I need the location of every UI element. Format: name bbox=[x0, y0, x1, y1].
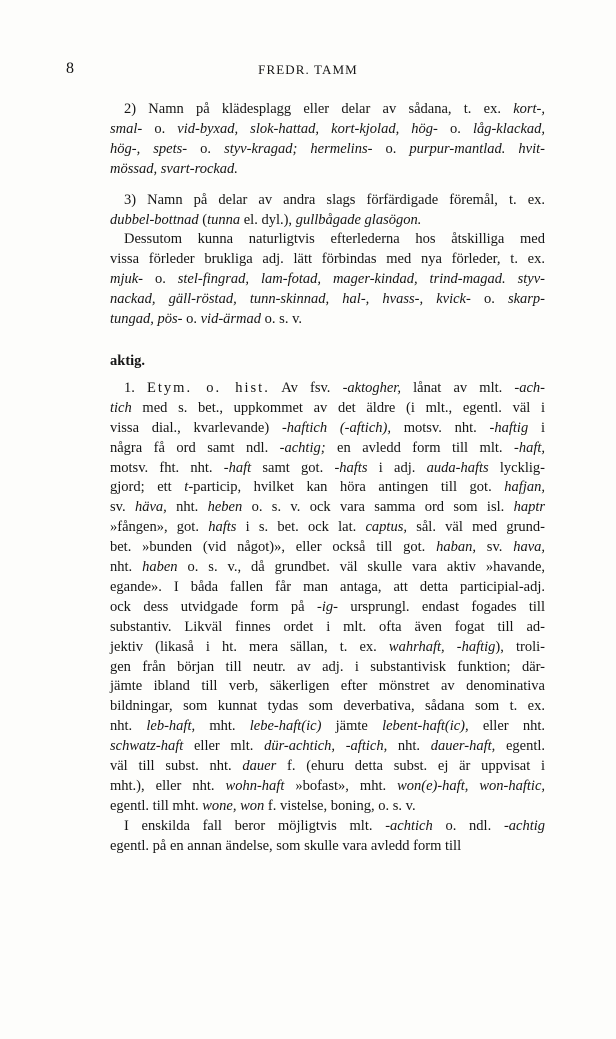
italic-term: styv-kragad; hermelins- bbox=[224, 140, 373, 157]
text-line bbox=[110, 837, 545, 857]
italic-term: dauer-haft, bbox=[430, 738, 496, 755]
text-run: jämte ibland till verb, säkerligen efter mönstret av denominativa bbox=[110, 678, 545, 695]
italic-term: purpur-mantlad. hvit- bbox=[409, 140, 546, 157]
text-run: nht. bbox=[166, 499, 208, 516]
italic-term: häva, bbox=[134, 499, 167, 516]
text-run: nht. bbox=[387, 738, 431, 755]
italic-term: mössad, svart-rockad. bbox=[110, 160, 238, 177]
text-line bbox=[110, 191, 545, 211]
italic-term: tungad, pös- bbox=[110, 311, 183, 328]
text-line bbox=[110, 757, 545, 777]
spaced-label: Etym. o. hist. bbox=[147, 379, 270, 396]
italic-term: -achtich bbox=[385, 817, 433, 834]
text-run: f. vistelse, boning, o. s. v. bbox=[264, 797, 416, 814]
text-run: gjord; ett bbox=[110, 479, 185, 496]
italic-term: wahrhaft, -haftig bbox=[388, 638, 496, 655]
text-line bbox=[110, 518, 545, 538]
italic-term: vid-byxad, slok-hattad, kort-kjolad, hög- bbox=[177, 120, 438, 137]
italic-term: vid-ärmad bbox=[200, 311, 262, 328]
text-line bbox=[110, 717, 545, 737]
text-run: ursprungl. endast fogades till bbox=[337, 598, 545, 615]
text-line bbox=[110, 399, 545, 419]
text-run: I enskilda fall beror möjligtvis mlt. bbox=[124, 817, 386, 834]
italic-term: tich bbox=[110, 399, 132, 416]
text-run: bet. »bunden (vid något)», eller också till got. bbox=[110, 539, 437, 556]
italic-term: mjuk- bbox=[110, 271, 144, 288]
italic-term: wone, won bbox=[202, 797, 265, 814]
italic-term: -ach- bbox=[514, 379, 545, 396]
text-run: mht. bbox=[195, 718, 250, 735]
italic-term: lebent-haft(ic), bbox=[382, 718, 469, 735]
text-run: mht.), eller nht. bbox=[110, 778, 226, 794]
text-line bbox=[110, 697, 545, 717]
text-run: i bbox=[528, 419, 546, 436]
italic-term: dauer bbox=[242, 758, 277, 775]
italic-term: -achtig bbox=[503, 817, 546, 834]
text-run: -particip, hvilket kan höra antingen till got. bbox=[188, 479, 505, 496]
text-run: o. s. v. bbox=[261, 311, 302, 328]
text-line bbox=[110, 658, 545, 678]
text-run: en avledd form till mlt. bbox=[325, 439, 514, 456]
italic-term: smal- bbox=[110, 120, 143, 137]
text-run: motsv. nht. bbox=[390, 419, 490, 436]
text-line bbox=[110, 100, 545, 120]
italic-term: hafts bbox=[208, 519, 237, 536]
text-run: o. ndl. bbox=[432, 817, 504, 834]
text-run: nht. bbox=[110, 559, 143, 576]
text-run: o. bbox=[143, 271, 178, 288]
text-run: sv. bbox=[110, 499, 135, 516]
text-line bbox=[110, 439, 545, 459]
italic-term: haben bbox=[142, 559, 178, 576]
page-header bbox=[66, 60, 550, 80]
text-run: några få ord samt ndl. bbox=[110, 439, 280, 456]
italic-term: -haftig bbox=[489, 419, 529, 436]
text-run: egentl. på en annan ändelse, som skulle vara avledd form till bbox=[110, 837, 462, 854]
italic-term: stel-fingrad, lam-fotad, mager-kindad, trind-magad. styv- bbox=[177, 271, 545, 288]
text-run: motsv. fht. nht. bbox=[110, 459, 224, 476]
text-run: ), troli- bbox=[495, 638, 545, 655]
text-run: i s. bet. ock lat. bbox=[236, 519, 366, 536]
italic-term: hava, bbox=[513, 539, 546, 556]
text-run: o. bbox=[437, 120, 473, 137]
text-line bbox=[110, 310, 545, 330]
text-line bbox=[110, 140, 545, 160]
text-run: ock dess utvidgade form på bbox=[110, 598, 317, 615]
text-run: o. bbox=[372, 140, 410, 157]
italic-term: -haft bbox=[223, 459, 252, 476]
text-run: Av fsv. bbox=[269, 379, 343, 396]
text-line bbox=[110, 120, 545, 140]
text-line bbox=[110, 290, 545, 310]
page-number: 8 bbox=[66, 60, 74, 77]
italic-term: -aktogher, bbox=[342, 379, 401, 396]
italic-term: tunna bbox=[207, 211, 241, 228]
text-run: jektiv (likaså i ht. mera sällan, t. ex. bbox=[110, 638, 389, 655]
text-line bbox=[110, 211, 545, 231]
text-run: nht. bbox=[110, 718, 147, 735]
italic-term: heben bbox=[207, 499, 243, 516]
italic-term: won(e)-haft, won-haftic, bbox=[397, 778, 546, 794]
italic-term: gullbågade glasögon. bbox=[295, 211, 422, 228]
italic-term: haban, bbox=[436, 539, 476, 556]
italic-term: captus, bbox=[365, 519, 407, 536]
text-run: Dessutom kunna naturligtvis efterlederna hos åtskilliga med bbox=[124, 231, 545, 248]
text-line bbox=[110, 558, 545, 578]
running-title: FREDR. TAMM bbox=[258, 62, 358, 77]
text-run: gen från början till neutr. av adj. i substantivisk funktion; där- bbox=[110, 658, 545, 675]
page-body bbox=[110, 100, 545, 857]
text-run: o. bbox=[187, 140, 225, 157]
text-line bbox=[110, 578, 545, 598]
italic-term: lebe-haft(ic) bbox=[249, 718, 322, 735]
text-run: eller nht. bbox=[468, 718, 545, 735]
text-run: lycklig- bbox=[488, 459, 545, 476]
italic-term: haptr bbox=[513, 499, 546, 516]
text-run: substantiv. Likväl finnes ordet i mlt. ofta även fogat till ad- bbox=[110, 618, 545, 635]
text-line bbox=[110, 459, 545, 479]
text-line bbox=[110, 379, 545, 399]
text-run: el. dyl.), bbox=[240, 211, 296, 228]
text-line bbox=[110, 817, 545, 837]
italic-term: hög-, spets- bbox=[110, 140, 188, 157]
italic-term: nackad, gäll-röstad, tunn-skinnad, hal-, hvass-, kvick- bbox=[110, 291, 471, 308]
italic-term: wohn-haft bbox=[225, 778, 285, 794]
text-run: o. bbox=[142, 120, 178, 137]
italic-term: -ig- bbox=[316, 598, 338, 615]
italic-term: låg-klackad, bbox=[472, 120, 546, 137]
text-line bbox=[110, 419, 545, 439]
text-run: ( bbox=[198, 211, 208, 228]
italic-term: -hafts bbox=[334, 459, 368, 476]
text-run: lånat av mlt. bbox=[400, 379, 515, 396]
text-line bbox=[110, 638, 545, 658]
text-run: eller mlt. bbox=[183, 738, 265, 755]
text-run: jämte bbox=[321, 718, 383, 735]
text-run: egentl. till mht. bbox=[110, 797, 203, 814]
text-line bbox=[110, 618, 545, 638]
text-line bbox=[110, 677, 545, 697]
text-run: väl till subst. nht. bbox=[110, 758, 243, 775]
text-run: samt got. bbox=[251, 459, 335, 476]
italic-term: -haft, bbox=[513, 439, 545, 456]
text-line bbox=[110, 250, 545, 270]
italic-term: dür-achtich, -aftich, bbox=[264, 738, 388, 755]
text-run: 1. bbox=[124, 379, 148, 396]
text-line bbox=[110, 598, 545, 618]
text-line bbox=[110, 777, 545, 797]
text-line bbox=[110, 230, 545, 250]
text-line bbox=[110, 538, 545, 558]
text-line bbox=[110, 498, 545, 518]
italic-term: kort-, bbox=[513, 101, 545, 117]
italic-term: -haftich (-aftich), bbox=[281, 419, 391, 436]
italic-term: -achtig; bbox=[279, 439, 326, 456]
text-run: 2) Namn på klädesplagg eller delar av sådana, t. ex. bbox=[124, 101, 514, 117]
italic-term: leb-haft, bbox=[146, 718, 196, 735]
text-run: o. bbox=[182, 311, 201, 328]
text-run: o. s. v. ock vara samma ord som isl. bbox=[242, 499, 514, 516]
italic-term: t bbox=[184, 479, 189, 496]
text-run: o. bbox=[470, 291, 508, 308]
text-line bbox=[110, 797, 545, 817]
italic-term: hafjan, bbox=[504, 479, 545, 496]
italic-term: skarp- bbox=[507, 291, 546, 308]
text-run: vissa dial., kvarlevande) bbox=[110, 419, 282, 436]
text-run: egentl. bbox=[495, 738, 546, 755]
text-line bbox=[110, 160, 545, 180]
text-line bbox=[110, 737, 545, 757]
text-run: egande». I båda fallen får man antaga, att detta participial-adj. bbox=[110, 578, 545, 595]
text-run: 3) Namn på delar av andra slags förfärdigade föremål, t. ex. bbox=[124, 191, 545, 208]
entry-heading: aktig. bbox=[110, 352, 146, 369]
text-line bbox=[110, 270, 545, 290]
text-run: med s. bet., uppkommet av det äldre (i mlt., egentl. väl i bbox=[131, 399, 545, 416]
text-run: »bofast», mht. bbox=[284, 778, 398, 794]
text-line bbox=[110, 478, 545, 498]
text-run: f. (ehuru detta subst. ej är uppvisat i bbox=[276, 758, 546, 775]
italic-term: auda-hafts bbox=[426, 459, 489, 476]
italic-term: schwatz-haft bbox=[110, 738, 184, 755]
text-run: sv. bbox=[475, 539, 514, 556]
text-run: bildningar, som kunnat tydas som deverbativa, sådana som t. ex. bbox=[110, 698, 545, 715]
italic-term: dubbel-bottnad bbox=[110, 211, 199, 228]
text-run: vissa förleder brukliga adj. lätt förbindas med nya förleder, t. ex. bbox=[110, 251, 545, 268]
text-run: »fången», got. bbox=[110, 519, 209, 536]
text-run: i adj. bbox=[367, 459, 427, 476]
text-run: sål. väl med grund- bbox=[406, 519, 545, 536]
text-run: o. s. v., då grundbet. väl skulle vara aktiv »havande, bbox=[177, 559, 546, 576]
